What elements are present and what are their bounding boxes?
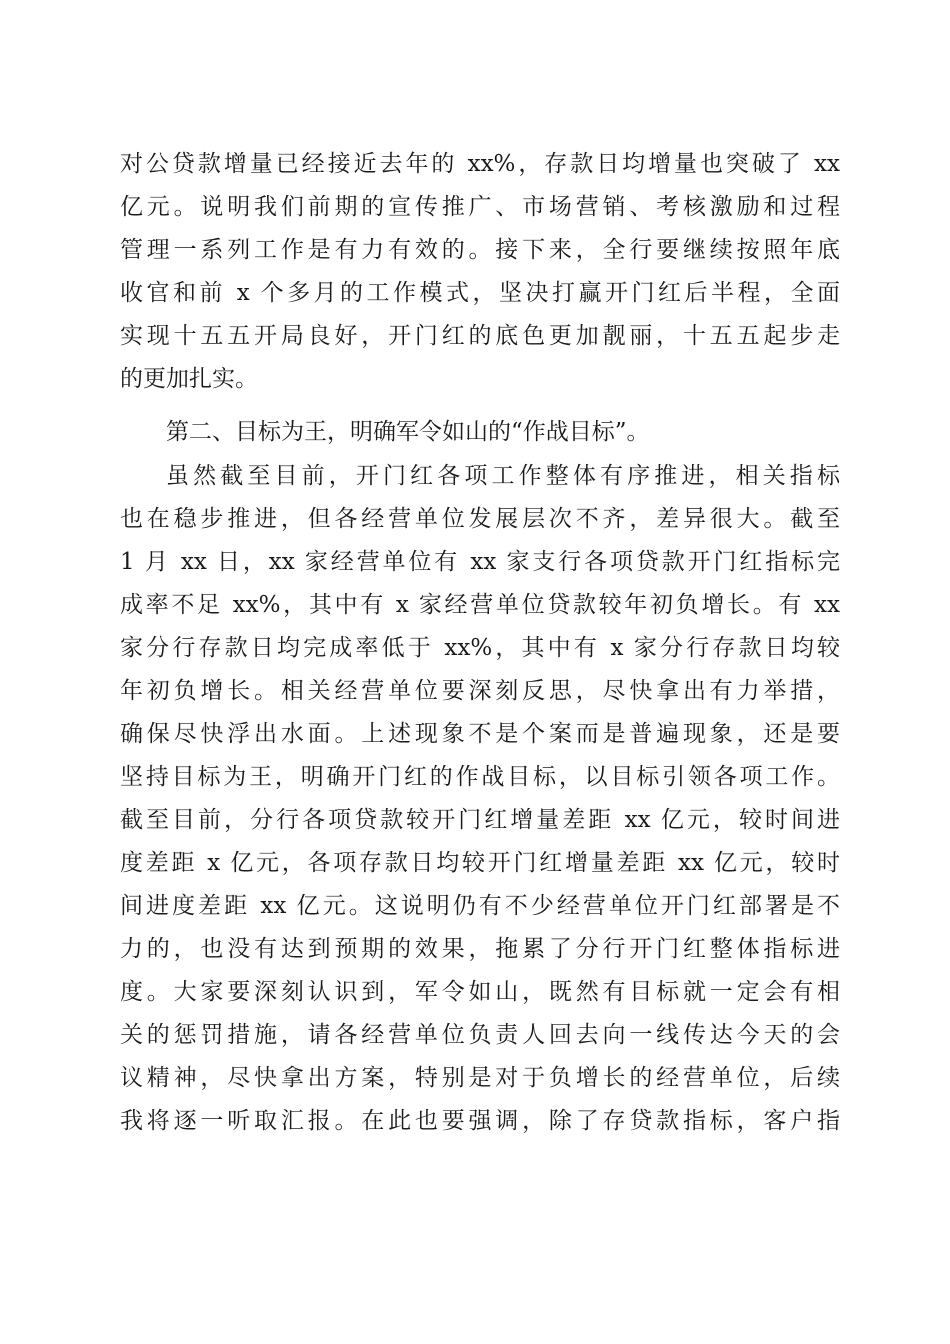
paragraph-first-line: 虽然截至目前，开门红各项工作整体有序推进，相关指标 bbox=[166, 463, 840, 489]
text-line: 的更加扎实。 bbox=[120, 366, 258, 392]
text-line: 我将逐一听取汇报。在此也要强调，除了存贷款指标，客户指 bbox=[120, 1108, 840, 1134]
text-line: 对公贷款增量已经接近去年的 xx%，存款日均增量也突破了 xx bbox=[120, 151, 840, 177]
text-line: 亿元。说明我们前期的宣传推广、市场营销、考核激励和过程 bbox=[120, 194, 840, 220]
text-line: 度差距 x 亿元，各项存款日均较开门红增量差距 xx 亿元，较时 bbox=[120, 850, 840, 876]
text-line: 收官和前 x 个多月的工作模式，坚决打赢开门红后半程，全面 bbox=[120, 280, 840, 306]
text-line: 成率不足 xx%，其中有 x 家经营单位贷款较年初负增长。有 xx bbox=[120, 592, 840, 618]
text-line: 力的，也没有达到预期的效果，拖累了分行开门红整体指标进 bbox=[120, 936, 840, 962]
text-line: 截至目前，分行各项贷款较开门红增量差距 xx 亿元，较时间进 bbox=[120, 807, 840, 833]
text-line: 家分行存款日均完成率低于 xx%，其中有 x 家分行存款日均较 bbox=[120, 635, 840, 661]
text-line: 议精神，尽快拿出方案，特别是对于负增长的经营单位，后续 bbox=[120, 1065, 840, 1091]
section-heading: 第二、目标为王，明确军令如山的“作战目标”。 bbox=[166, 419, 650, 445]
text-line: 1 月 xx 日，xx 家经营单位有 xx 家支行各项贷款开门红指标完 bbox=[120, 549, 840, 575]
text-line: 也在稳步推进，但各经营单位发展层次不齐，差异很大。截至 bbox=[120, 506, 840, 532]
text-line: 关的惩罚措施，请各经营单位负责人回去向一线传达今天的会 bbox=[120, 1022, 840, 1048]
text-line: 实现十五五开局良好，开门红的底色更加靓丽，十五五起步走 bbox=[120, 323, 840, 349]
text-line: 坚持目标为王，明确开门红的作战目标，以目标引领各项工作。 bbox=[120, 764, 840, 790]
text-line: 确保尽快浮出水面。上述现象不是个案而是普遍现象，还是要 bbox=[120, 721, 840, 747]
text-line: 管理一系列工作是有力有效的。接下来，全行要继续按照年底 bbox=[120, 237, 840, 263]
text-line: 间进度差距 xx 亿元。这说明仍有不少经营单位开门红部署是不 bbox=[120, 893, 840, 919]
text-line: 年初负增长。相关经营单位要深刻反思，尽快拿出有力举措， bbox=[120, 678, 840, 704]
text-line: 度。大家要深刻认识到，军令如山，既然有目标就一定会有相 bbox=[120, 979, 840, 1005]
